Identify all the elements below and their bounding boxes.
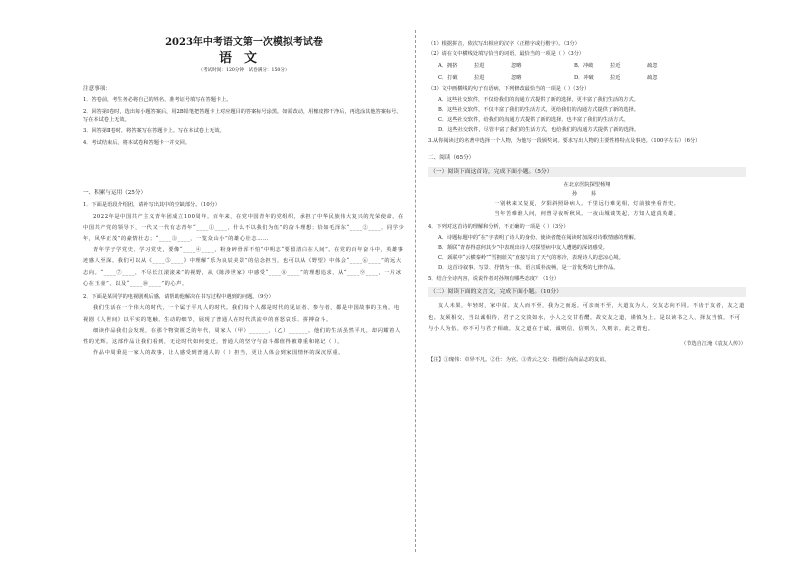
choice-item: A．诗题标题中的“在”字表明了诗人的身份，使读者能在阅读时加深对诗歌情感的理解。 [438,235,639,242]
subject-title: 语文 [218,51,269,66]
option-word: 疏忽 [647,74,658,81]
reading-heading: （二）阅读下面的文言文，完成下面小题。（10分） [428,287,746,297]
question-1-passage: 2022年是中国共产主义青年团成立100周年。百年来，在党中国青年的党组织，承担了中华民族伟大复兴的光荣使命。在中国共产党的领导下，一代又一代有志青年“____①____，什么不以我们为伍”的奋斗理想；恰如毛泽东“____②____，同学少年，风华正茂”的豪情壮志；“____③____，一览众山小”的雄心壮志…… [83,213,405,243]
choice-item: B．颔联“青春得意何其少”中表现出诗人对探望病中友人遭遇的深切感受。 [438,245,608,252]
section-heading: 一、积累与运用（25分） [83,190,147,197]
option-word: 忽略 [511,62,522,69]
option-row [438,61,746,71]
choice-item: B．这些社交软件，不仅丰富了我们的生活方式，更给我们的沟通方式提供了新的选择。 [438,107,639,114]
note-item: 4．考试结束后，将本试卷和答题卡一并交回。 [83,139,191,146]
question-1: 1．下面是语段介绍团，请补写出其中的空缺部分。（10分） [83,202,220,209]
section-heading: 二、阅读（65分） [428,154,475,161]
poem-line: 当年苦难谁人问，何曾寻夜听秋风。一夜山城谈笑起，方知人道真英雄。 [494,210,680,217]
poem-line: 一别秋来又复夏，夕阳斜照卧病人。千里远行难见相，灯前独坐看青史。 [494,200,680,207]
passage-source: （节选自江淹《袁友人传》） [681,341,746,348]
right-column [428,40,746,365]
option-word: 疏忽 [647,62,658,69]
question-4: 4．下列对这首诗的理解和分析，不正确的一项是（ ）（3分） [428,223,569,230]
option-word: 拉近 [610,62,621,69]
question-2-passage: 细读作品我们会发现，在那个物资匮乏的年代，周家人（甲）______，（乙）______。他们的生活虽然平凡，却闪耀着人性的光辉。这部作品让我们看到，无论时代如何变迁，普通人的坚守与奋斗都值得被尊重和铭记（ ）。 [83,327,401,346]
option-label: C．打破 [438,74,458,81]
choice-item: C．颈联中“云横秦岭”“雪拥蓝关”直接写出了天气的寒冷，表现诗人的悲凉心境。 [438,255,624,262]
column-divider [415,30,416,552]
subquestion-3: （3）文中画横线的句子有语病，下列修改最恰当的一项是（ ）（3分） [428,85,590,92]
question-3: 3.从你阅读过的名著中选择一个人物，为他写一段颁奖词。要求写出人物的主要性格特点及事迹。（100字左右）（6分） [428,138,701,145]
option-word: 拉进 [474,74,485,81]
classical-passage: 友人未果，年轻时，家中贫。友人而不至，我为之而返。可亲而不至，大道友为人，交友志向不同。不齿于友者，友之道也。友须相交，当以诚相待，君子之交淡如水，小人之交甘若醴。故交友之道，谨慎为上。是以读书之人，择友当慎，不可与小人为伍，亦不可与君子相疏。友之道在于诚，诚则信，信则久，久则亲。此之谓也。 [428,303,745,332]
choice-item: C．这些社交软件，给我们的沟通方式提供了新的选择，也丰富了我们的生活方式。 [438,117,629,124]
note-item: 3．回答第Ⅱ卷时，将答案写在答题卡上。写在本试卷上无效。 [83,128,225,135]
option-word: 拉进 [474,62,485,69]
question-5: 5．结合全诗内容，说说作者对孙翔有哪些态度？（1分） [428,276,560,283]
option-word: 忽略 [511,74,522,81]
notes-title: 注意事项： [83,86,111,92]
subquestion-2: （2）请在文中横线处填写恰当的词语，最恰当的一项是（ ）（3分） [428,51,585,58]
option-label: B．冲破 [574,62,594,69]
choice-item: D．这些社交软件，尽管丰富了我们的生活方式，也给我们的沟通方式提供了新的选择。 [438,127,640,134]
note-item: 1．答卷前，考生务必将自己的姓名、准考证号填写在答题卡上。 [83,97,232,104]
question-1-passage: 青年学子学党史、学习党史，要像“____④____，粉身碎骨浑不怕”中明志“要留清白在人间”。在党的百年奋斗中，英雄事迹感人至深。我们可以从《____⑤____》中理解“乐为良辰美景”的信念担当，也可以从《野望》中体会“____⑥____”的远大志向。“____⑦____，不尽长江滚滚来”的视野，从《陈涉世家》中感受“____⑧____”的理想追求，从“____⑨____，一片冰心在玉壶”，以及“____⑩____”的心声。 [83,247,404,287]
option-word: 拉近 [610,74,621,81]
question-2: 2．下面是某同学的电视剧观后感，请帮助他解决在书写过程中遇到的问题。（9分） [83,294,274,301]
poem-author: 孙 荪 [571,190,603,197]
footnote: 【注】①瑰伟：卓异不凡。②仕：为官。③青云之交：指德行高尚品志的友谊。 [428,357,610,364]
poem-title: 在北京医院探望杨翔 [563,181,611,188]
subquestion-1: （1）根据拼音，依次写出相应的汉字（正楷字或行楷字）。（3分） [428,41,580,47]
choice-item: A．这些社交软件，不仅给我们的沟通方式提供了新的选择，更丰富了我们生活的方式。 [438,97,639,104]
option-label: A．拥挤 [438,62,458,69]
question-2-passage: 我们生活在一个伟大的时代，一个属于平凡人的时代。我们每个人都是时代的见证者、参与者，都是中国故事的主角。电视剧《人世间》以平实的笔触、生动的细节，展现了普通人在时代洪流中的喜怒哀乐、拼搏奋斗。 [83,305,400,323]
exam-title: 2023年中考语文第一次模拟考试卷 [165,37,323,48]
note-item: 2．回答第Ⅰ卷时，选出每小题答案后，用2B铅笔把答题卡上对应题目的答案标号涂黑。如需改动，用橡皮擦干净后，再选涂其他答案标号。写在本试卷上无效。 [83,108,402,124]
exam-meta: （考试时间：120分钟 试卷满分：150分） [198,68,290,73]
option-row [438,73,746,83]
option-label: D．冲破 [574,74,594,81]
reading-heading: （一）阅读下面这首诗，完成下面小题。（5分） [428,167,746,177]
choice-item: D．这首诗叙事、写景、抒情为一体，语言质朴流畅，是一首优秀的七律作品。 [438,265,619,272]
question-2-passage: 作品中周秉昆一家人的故事，让人感受到普通人的（ ）担当，更让人体会到家国情怀的深沉厚重。 [93,350,345,357]
left-column [83,34,405,359]
